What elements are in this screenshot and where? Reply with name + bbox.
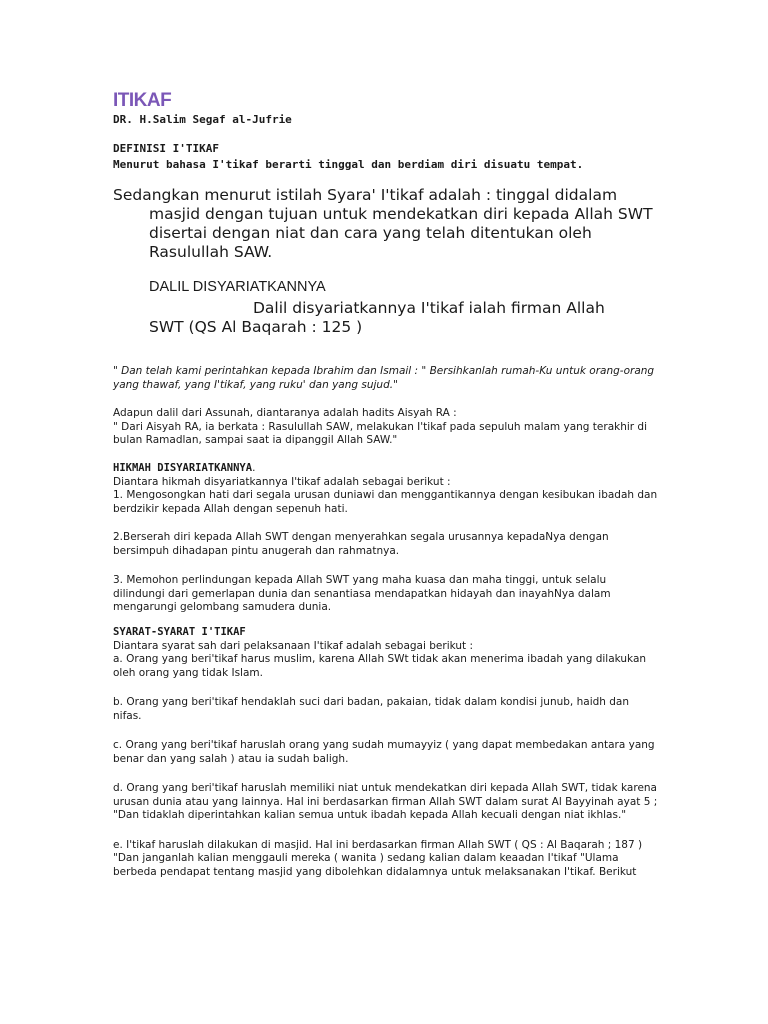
istilah-text: Sedangkan menurut istilah Syara' I'tikaf adalah : tinggal didalam masjid dengan tujuan untuk mendekatkan diri kepada Allah SWT disertai dengan niat dan cara yang telah ditentukan oleh Rasulullah SAW.: [113, 186, 653, 261]
hikmah-item-1: 1. Mengosongkan hati dari segala urusan duniawi dan menggantikannya dengan kesibukan ibadah dan berdzikir kepada Allah dengan sepenuh hati.: [113, 489, 658, 515]
author-name: DR. H.Salim Segaf al-Jufrie: [113, 113, 292, 126]
syarat-item-b: b. Orang yang beri'tikaf hendaklah suci dari badan, pakaian, tidak dalam kondisi junub, haidh dan nifas.: [113, 696, 630, 722]
quote-section: [113, 365, 658, 392]
syarat-item-d: d. Orang yang beri'tikaf haruslah memiliki niat untuk mendekatkan diri kepada Allah SWT, tidak karena urusan dunia atau yang lainnya. Hal ini berdasarkan firman Allah SWT dalam surat Al Bayyinah ayat 5 ;: [113, 782, 658, 808]
syarat-section: [113, 626, 658, 879]
definisi-text: Menurut bahasa I'tikaf berarti tinggal dan berdiam diri disuatu tempat.: [113, 158, 584, 171]
dalil-section: [113, 278, 673, 337]
document-title: ITIKAF: [113, 90, 172, 111]
hikmah-intro: Diantara hikmah disyariatkannya I'tikaf adalah sebagai berikut :: [113, 475, 451, 488]
quran-quote: " Dan telah kami perintahkan kepada Ibrahim dan Ismail : " Bersihkanlah rumah-Ku untuk orang-orang yang thawaf, yang I'tikaf, yang ruku' dan yang sujud.": [113, 365, 655, 391]
definisi-heading: DEFINISI I'TIKAF: [113, 142, 219, 155]
assunah-section: [113, 407, 658, 448]
syarat-intro: Diantara syarat sah dari pelaksanaan I'tikaf adalah sebagai berikut :: [113, 639, 474, 652]
hikmah-item-2: 2.Berserah diri kepada Allah SWT dengan menyerahkan segala urusannya kepadaNya dengan bersimpuh dihadapan pintu anugerah dan rahmatnya.: [113, 531, 609, 557]
syarat-item-e-quote: "Dan janganlah kalian menggauli mereka ( wanita ) sedang kalian dalam keaadan I'tikaf "Ulama berbeda pendapat tentang masjid yang dibolehkan didalamnya untuk melaksanakan I'tikaf. Berikut: [113, 852, 637, 878]
syarat-item-a: a. Orang yang beri'tikaf harus muslim, karena Allah SWt tidak akan menerima ibadah yang dilakukan oleh orang yang tidak Islam.: [113, 653, 647, 679]
hikmah-section: HIKMAH DISYARIATKANNYA. Diantara hikmah disyariatkannya I'tikaf adalah sebagai berikut : 1. Mengosongkan hati dari segala urusan duniawi dan menggantikannya dengan kesibukan ibadah dan berdzikir kepada Allah dengan sepenuh hati. 2.Berserah diri kepada Allah SWT dengan menyerahkan segala urusannya kepadaNya dengan bersimpuh dihadapan pintu anugerah dan rahmatnya. 3. Memohon perlindungan kepada Allah SWT yang maha kuasa dan maha tinggi, untuk selalu dilindungi dari gemerlapan dunia dan senantiasa mendapatkan hidayah dan inayahNya dalam mengarungi gelombang samudera dunia.: [113, 462, 658, 613]
syarat-item-c: c. Orang yang beri'tikaf haruslah orang yang sudah mumayyiz ( yang dapat membedakan antara yang benar dan yang salah ) atau ia sudah baligh.: [113, 739, 655, 765]
hikmah-heading: HIKMAH DISYARIATKANNYA: [113, 462, 253, 474]
definisi-section: [113, 141, 583, 173]
assunah-hadits: " Dari Aisyah RA, ia berkata : Rasulullah SAW, melakukan I'tikaf pada sepuluh malam yang terakhir di bulan Ramadlan, sampai saat ia dipanggil Allah SAW.": [113, 420, 648, 446]
dalil-heading: DALIL DISYARIATKANNYA: [149, 279, 326, 295]
hikmah-item-3: 3. Memohon perlindungan kepada Allah SWT yang maha kuasa dan maha tinggi, untuk selalu dilindungi dari gemerlapan dunia dan senantiasa mendapatkan hidayah dan inayahNya dalam mengarungi gelombang samudera dunia.: [113, 574, 611, 613]
dalil-line2: SWT (QS Al Baqarah : 125 ): [149, 318, 363, 336]
istilah-section: [113, 186, 673, 262]
dalil-line1: Dalil disyariatkannya I'tikaf ialah firman Allah: [253, 299, 605, 317]
assunah-intro: Adapun dalil dari Assunah, diantaranya adalah hadits Aisyah RA :: [113, 407, 457, 419]
syarat-item-d-quote: "Dan tidaklah diperintahkan kalian semua untuk ibadah kepada Allah kecuali dengan niat ikhlas.": [113, 809, 627, 821]
syarat-heading: SYARAT-SYARAT I'TIKAF: [113, 626, 246, 638]
syarat-item-e: e. I'tikaf haruslah dilakukan di masjid. Hal ini berdasarkan firman Allah SWT ( QS : Al Baqarah ; 187 ): [113, 838, 643, 851]
